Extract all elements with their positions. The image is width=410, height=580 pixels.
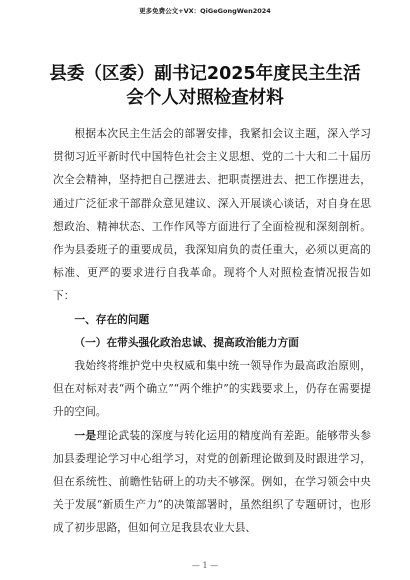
- paragraph-2-lead: 一是: [74, 428, 97, 442]
- document-title: [30, 62, 380, 110]
- subsection-heading: （一）在带头强化政治忠诚、提高政治能力方面: [74, 335, 299, 349]
- header-banner: 更多免费公文+VX：QiGeGongWen2024: [139, 7, 271, 15]
- page-number: — 1 —: [191, 561, 219, 570]
- title-line-2: 会个人对照检查材料: [126, 88, 284, 108]
- document-body: [53, 122, 371, 540]
- intro-paragraph: 根据本次民主生活会的部署安排，我紧扣会议主题，深入学习贯彻习近平新时代中国特色社会主义思想、党的二十大和二十届历次全会精神，坚持把自己摆进去、把职责摆进去、把工作摆进去，通过广泛征求干部群众意见建议、深入开展谈心谈话，对自身在思想政治、精神状态、工作作风等方面进行了全面检视和深刻剖析。作为县委班子的重要成员，我深知肩负的责任重大，必须以更高的标准、更严的要求进行自我革命。现将个人对照检查情况报告如下：: [53, 127, 371, 303]
- title-line-1: 县委（区委）副书记2025年度民主生活: [49, 64, 361, 84]
- paragraph-1: 我始终将维护党中央权威和集中统一领导作为最高政治原则，但在对标对表“两个确立”“两个维护”的实践要求上，仍存在需要提升的空间。: [53, 359, 371, 419]
- section-heading: 一、存在的问题: [74, 312, 150, 326]
- paragraph-2-text: 理论武装的深度与转化运用的精度尚有差距。能够带头参加县委理论学习中心组学习，对党的创新理论做到及时跟进学习，但在系统性、前瞻性钻研上的功夫不够深。例如，在学习领会中央关于发展“新质生产力”的决策部署时，虽然组织了专题研讨，也形成了初步思路，但如何立足我县农业大县、: [53, 428, 371, 535]
- paragraph-2: [53, 424, 371, 540]
